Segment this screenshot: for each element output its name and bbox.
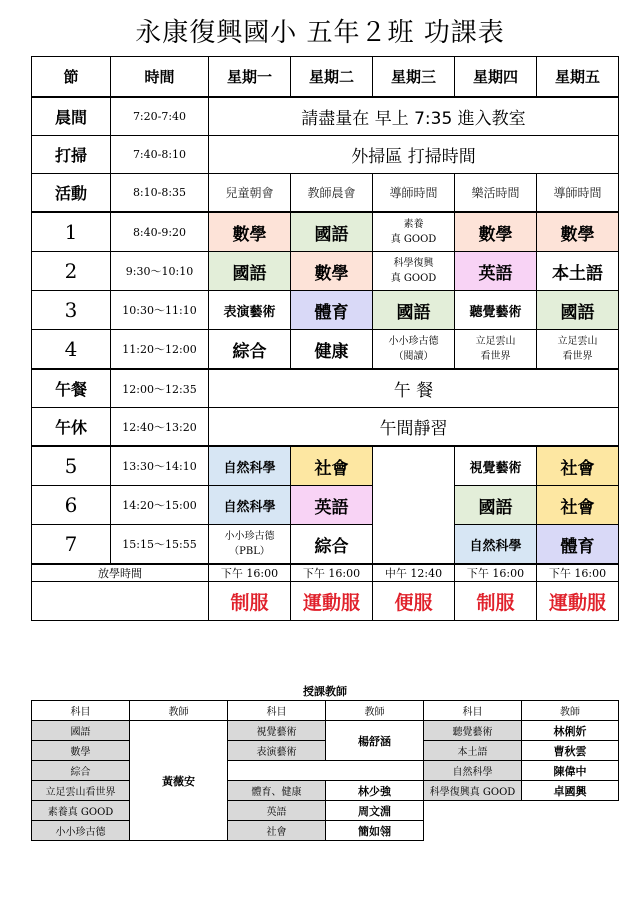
subject-cell: 英語	[455, 252, 537, 291]
row-name: 打掃	[32, 136, 111, 174]
teacher-name: 楊舒涵	[326, 721, 424, 761]
subject-line: （閱讀）	[393, 351, 434, 362]
subject-line: 真 GOOD	[390, 273, 437, 284]
header-day: 星期三	[373, 57, 455, 98]
subject-cell: 體育	[537, 525, 619, 565]
subject-cell: 國語	[209, 252, 291, 291]
subject-cell: 國語	[373, 291, 455, 330]
period-number: 4	[32, 330, 111, 370]
subject-cell: 國語	[455, 486, 537, 525]
dismissal-time: 下午 16:00	[291, 564, 373, 582]
teacher-head: 科目	[228, 701, 326, 721]
activity-row	[32, 174, 619, 213]
subject-cell: 視覺藝術	[455, 446, 537, 486]
subject-cell: 聽覺藝術	[455, 291, 537, 330]
header-period: 節	[32, 57, 111, 98]
subject-line: 立足雲山	[475, 336, 516, 347]
teacher-name: 黃薇安	[130, 721, 228, 841]
subject: 綜合	[32, 761, 130, 781]
subject-cell: 健康	[291, 330, 373, 370]
subject: 社會	[228, 821, 326, 841]
teacher-name: 曹秋雲	[522, 741, 619, 761]
subject: 國語	[32, 721, 130, 741]
activity-cell: 導師時間	[373, 174, 455, 213]
row-name: 午餐	[32, 369, 111, 408]
subject-cell: 自然科學	[455, 525, 537, 565]
cleaning-note: 外掃區 打掃時間	[209, 136, 619, 174]
period-row	[32, 330, 619, 370]
row-name: 活動	[32, 174, 111, 213]
period-number: 1	[32, 212, 111, 252]
subject-cell	[373, 252, 455, 291]
subject-line: 真 GOOD	[390, 234, 437, 245]
subject: 立足雲山看世界	[32, 781, 130, 801]
period-row	[32, 252, 619, 291]
teacher-head: 科目	[32, 701, 130, 721]
teacher-name: 陳偉中	[522, 761, 619, 781]
subject-line: 小小珍古德	[388, 336, 439, 347]
teacher-head: 教師	[522, 701, 619, 721]
subject-cell: 社會	[291, 446, 373, 486]
dismissal-time: 下午 16:00	[455, 564, 537, 582]
subject: 英語	[228, 801, 326, 821]
uniform-cell: 運動服	[291, 582, 373, 621]
period-time: 14:20～15:00	[111, 486, 209, 525]
teacher-name: 林俐妡	[522, 721, 619, 741]
activity-cell: 兒童朝會	[209, 174, 291, 213]
subject: 體育、健康	[228, 781, 326, 801]
teacher-table	[31, 682, 619, 841]
activity-cell: 導師時間	[537, 174, 619, 213]
teacher-head: 科目	[424, 701, 522, 721]
activity-cell: 樂活時間	[455, 174, 537, 213]
row-name: 晨間	[32, 97, 111, 136]
period-time: 9:30～10:10	[111, 252, 209, 291]
header-day: 星期五	[537, 57, 619, 98]
teacher-head: 教師	[130, 701, 228, 721]
subject-cell: 數學	[537, 212, 619, 252]
subject-cell: 國語	[537, 291, 619, 330]
period-row	[32, 446, 619, 486]
teacher-name: 林少強	[326, 781, 424, 801]
teacher-head-row	[32, 701, 619, 721]
nap-note: 午間靜習	[209, 408, 619, 447]
subject-cell: 體育	[291, 291, 373, 330]
row-time: 7:40-8:10	[111, 136, 209, 174]
subject-cell	[537, 330, 619, 370]
subject-cell	[373, 212, 455, 252]
period-time: 13:30～14:10	[111, 446, 209, 486]
subject: 小小珍古德	[32, 821, 130, 841]
subject-line: 小小珍古德	[224, 531, 275, 542]
subject-cell: 數學	[209, 212, 291, 252]
subject-line: 看世界	[480, 351, 511, 362]
period-number: 6	[32, 486, 111, 525]
period-time: 11:20～12:00	[111, 330, 209, 370]
empty-cell	[373, 446, 455, 564]
subject-line: 素養	[403, 219, 424, 230]
subject-cell: 綜合	[291, 525, 373, 565]
subject-cell: 國語	[291, 212, 373, 252]
teacher-name: 卓國興	[522, 781, 619, 801]
teacher-name: 周文淵	[326, 801, 424, 821]
period-number: 2	[32, 252, 111, 291]
subject: 數學	[32, 741, 130, 761]
subject-line: 科學復興	[393, 258, 434, 269]
morning-row	[32, 97, 619, 136]
subject-cell	[373, 330, 455, 370]
subject-cell: 自然科學	[209, 486, 291, 525]
uniform-cell: 運動服	[537, 582, 619, 621]
period-number: 5	[32, 446, 111, 486]
lunch-note: 午 餐	[209, 369, 619, 408]
period-number: 7	[32, 525, 111, 565]
teacher-name: 簡如翎	[326, 821, 424, 841]
subject-cell	[209, 525, 291, 565]
subject-line: 立足雲山	[557, 336, 598, 347]
subject-cell: 自然科學	[209, 446, 291, 486]
subject-cell: 表演藝術	[209, 291, 291, 330]
subject-cell: 數學	[455, 212, 537, 252]
period-number: 3	[32, 291, 111, 330]
row-time: 12:40～13:20	[111, 408, 209, 447]
header-time: 時間	[111, 57, 209, 98]
teacher-caption: 授課教師	[303, 685, 348, 698]
header-day: 星期二	[291, 57, 373, 98]
uniform-label	[32, 582, 209, 621]
subject-cell: 英語	[291, 486, 373, 525]
dismissal-label: 放學時間	[32, 564, 209, 582]
teacher-head: 教師	[326, 701, 424, 721]
subject: 科學復興真 GOOD	[424, 781, 522, 801]
lunch-row	[32, 369, 619, 408]
period-row	[32, 291, 619, 330]
subject-cell: 綜合	[209, 330, 291, 370]
header-row	[32, 57, 619, 98]
period-time: 8:40-9:20	[111, 212, 209, 252]
subject: 表演藝術	[228, 741, 326, 761]
period-row	[32, 525, 619, 565]
subject-cell	[455, 330, 537, 370]
subject-cell: 社會	[537, 446, 619, 486]
cleaning-row	[32, 136, 619, 174]
dismissal-row	[32, 564, 619, 582]
timetable	[31, 56, 619, 621]
subject-line: （PBL）	[229, 546, 270, 557]
uniform-cell: 便服	[373, 582, 455, 621]
empty-cell	[228, 761, 424, 781]
period-row	[32, 486, 619, 525]
subject-cell: 數學	[291, 252, 373, 291]
empty-cell	[424, 801, 619, 841]
header-day: 星期一	[209, 57, 291, 98]
uniform-cell: 制服	[455, 582, 537, 621]
dismissal-time: 下午 16:00	[537, 564, 619, 582]
dismissal-time: 中午 12:40	[373, 564, 455, 582]
period-row	[32, 212, 619, 252]
period-time: 15:15～15:55	[111, 525, 209, 565]
row-time: 12:00～12:35	[111, 369, 209, 408]
subject: 素養真 GOOD	[32, 801, 130, 821]
row-time: 7:20-7:40	[111, 97, 209, 136]
subject: 聽覺藝術	[424, 721, 522, 741]
subject: 視覺藝術	[228, 721, 326, 741]
subject: 本土語	[424, 741, 522, 761]
morning-note: 請盡量在 早上 7:35 進入教室	[209, 97, 619, 136]
page-title: 永康復興國小 五年２班 功課表	[135, 18, 505, 48]
row-time: 8:10-8:35	[111, 174, 209, 213]
uniform-cell: 制服	[209, 582, 291, 621]
activity-cell: 教師晨會	[291, 174, 373, 213]
period-time: 10:30～11:10	[111, 291, 209, 330]
subject-line: 看世界	[562, 351, 593, 362]
uniform-row	[32, 582, 619, 621]
dismissal-time: 下午 16:00	[209, 564, 291, 582]
subject-cell: 社會	[537, 486, 619, 525]
subject: 自然科學	[424, 761, 522, 781]
nap-row	[32, 408, 619, 447]
subject-cell: 本土語	[537, 252, 619, 291]
row-name: 午休	[32, 408, 111, 447]
header-day: 星期四	[455, 57, 537, 98]
